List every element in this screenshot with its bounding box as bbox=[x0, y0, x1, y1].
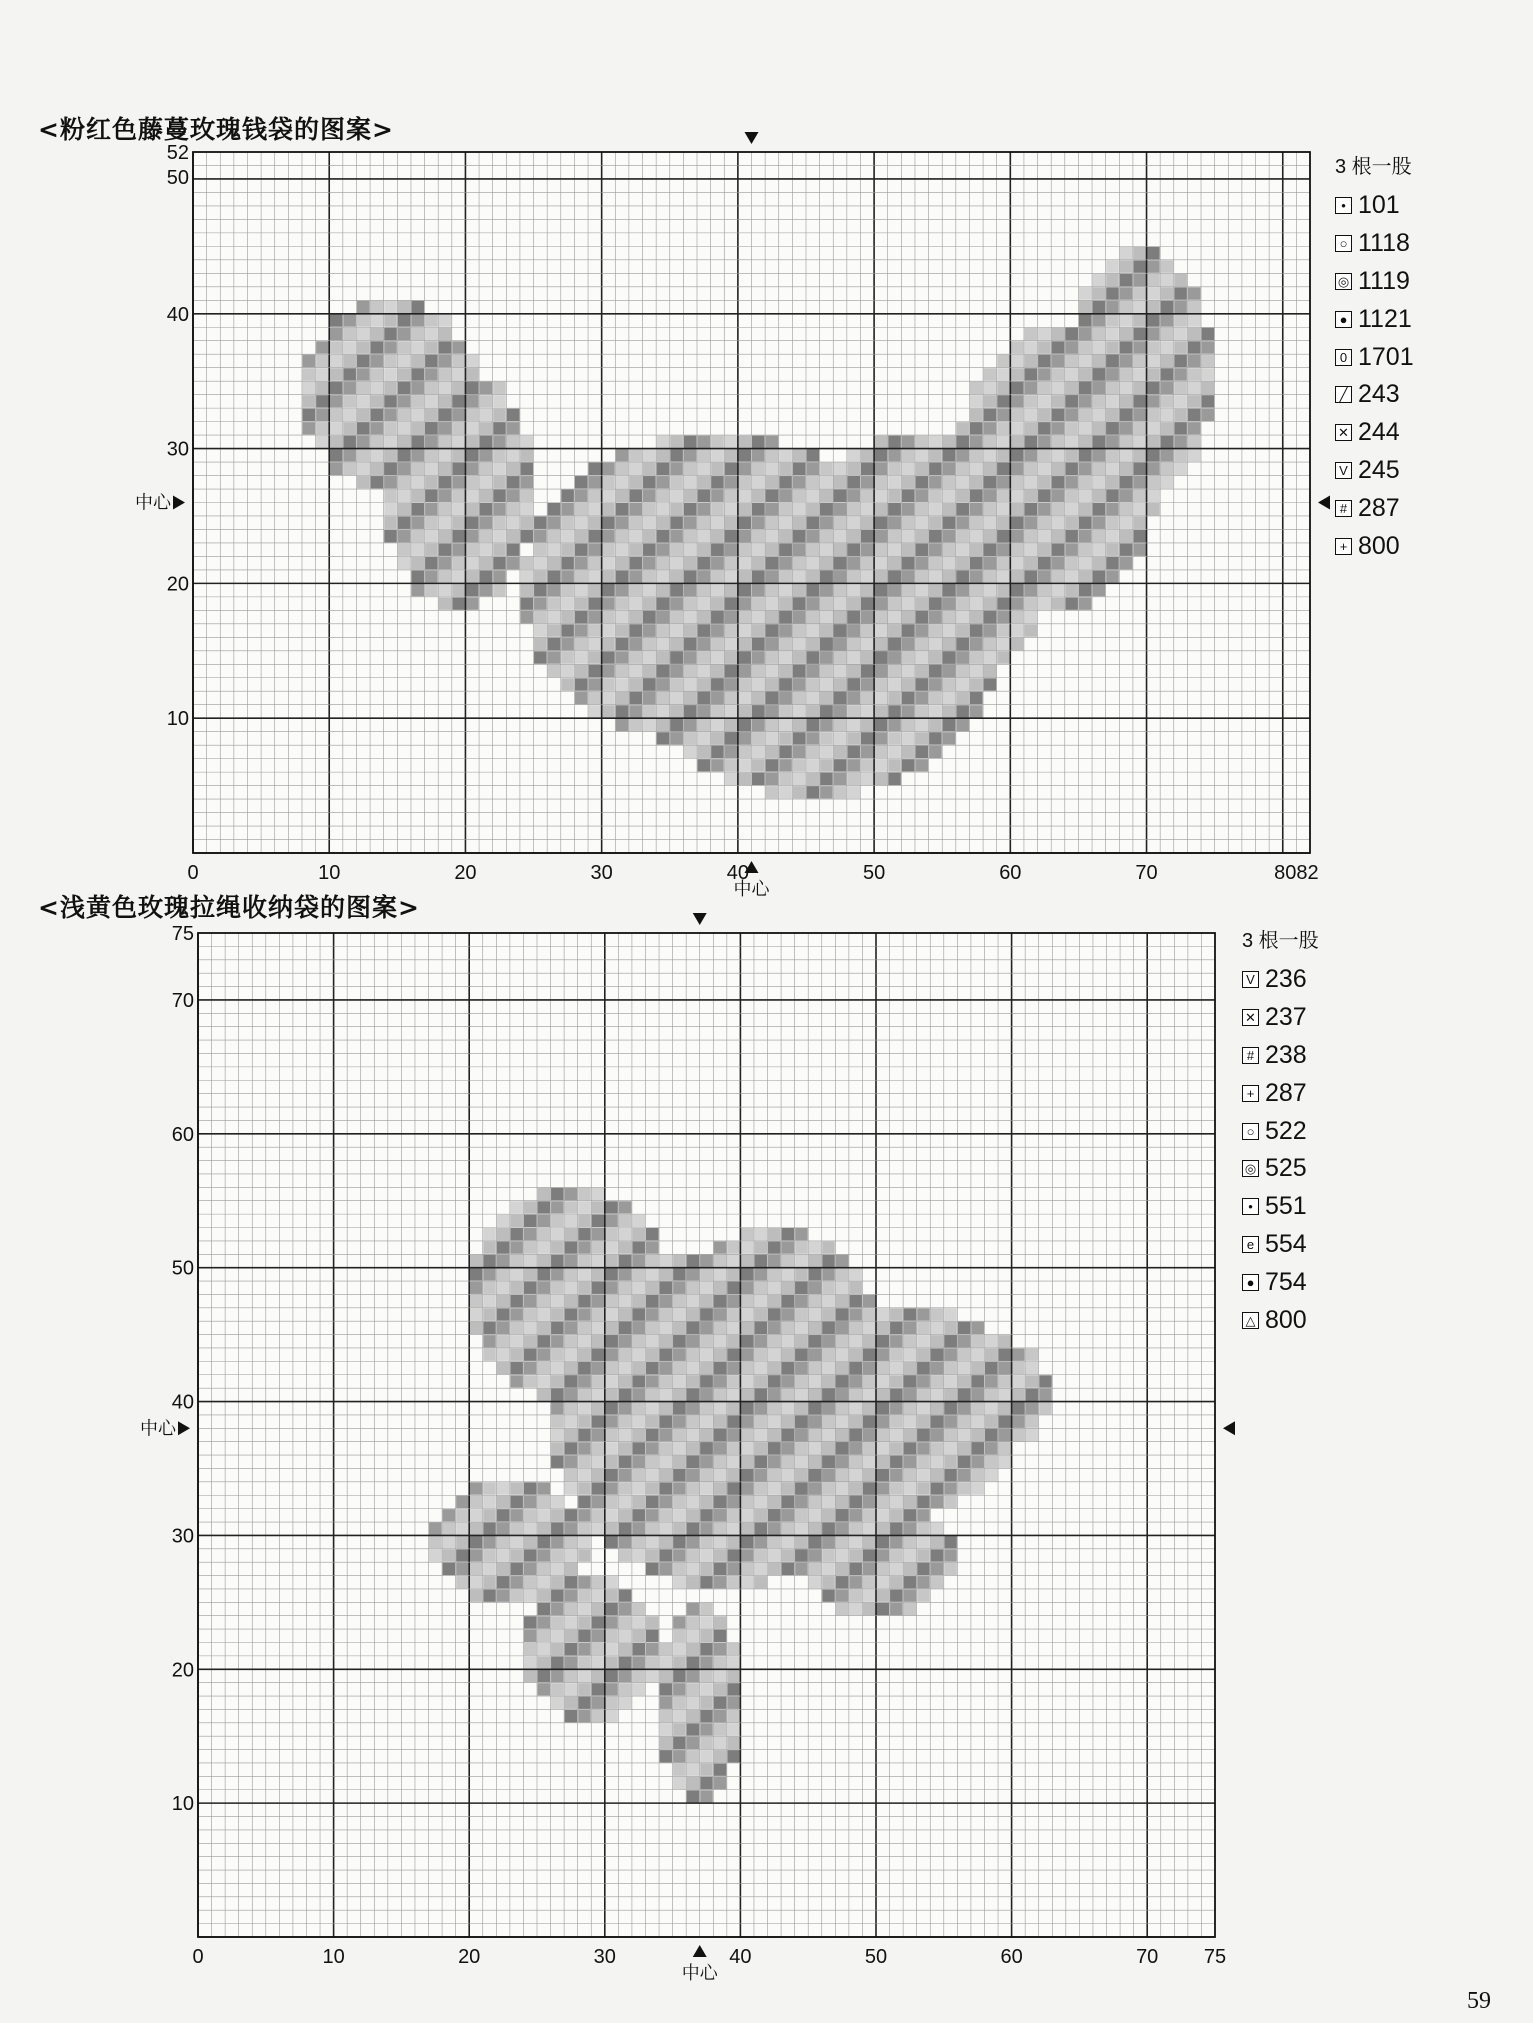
circle-target-icon: ◎ bbox=[1242, 1160, 1259, 1177]
chart1-title: <粉红色藤蔓玫瑰钱袋的图案> bbox=[38, 115, 394, 144]
x-tick-label: 20 bbox=[454, 862, 477, 884]
hash-icon: # bbox=[1335, 500, 1352, 517]
center-top-marker bbox=[693, 913, 707, 925]
plus-icon: + bbox=[1335, 538, 1352, 555]
legend-item bbox=[1335, 376, 1414, 414]
circle-icon: ○ bbox=[1335, 235, 1352, 252]
center-label-y: 中心 bbox=[140, 1418, 176, 1439]
y-tick-label: 70 bbox=[171, 989, 194, 1012]
legend-item bbox=[1335, 527, 1414, 565]
center-label-y: 中心 bbox=[135, 492, 171, 513]
x-tick-label: 0 bbox=[187, 862, 199, 884]
legend-item bbox=[1335, 225, 1414, 263]
legend-code: 754 bbox=[1265, 1267, 1307, 1296]
center-bottom-marker bbox=[693, 1945, 707, 1957]
y-tick-label: 20 bbox=[171, 1659, 194, 1682]
y-tick-label: 60 bbox=[171, 1123, 194, 1146]
y-tick-label: 10 bbox=[171, 1793, 194, 1816]
legend-code: 237 bbox=[1265, 1003, 1307, 1032]
legend-item bbox=[1335, 338, 1414, 376]
triangle-icon: △ bbox=[1242, 1312, 1259, 1329]
y-tick-label: 52 bbox=[166, 142, 189, 164]
legend-item bbox=[1335, 300, 1414, 338]
y-tick-label: 40 bbox=[171, 1391, 194, 1414]
x-tick-label: 30 bbox=[590, 862, 613, 884]
center-left-marker bbox=[173, 496, 185, 510]
legend-code: 554 bbox=[1265, 1229, 1307, 1258]
legend-item bbox=[1242, 961, 1319, 999]
chart2-grid bbox=[178, 913, 1235, 1957]
x-tick-label: 40 bbox=[726, 862, 750, 884]
y-tick-label: 75 bbox=[171, 923, 194, 945]
legend-code: 525 bbox=[1265, 1154, 1307, 1183]
x-tick-label: 20 bbox=[458, 1946, 481, 1968]
x-tick-label: 10 bbox=[318, 862, 341, 884]
center-left-marker bbox=[178, 1421, 190, 1435]
dot-small-icon: • bbox=[1335, 197, 1352, 214]
legend-item bbox=[1242, 1301, 1319, 1339]
center-label-x: 中心 bbox=[681, 1963, 718, 1983]
x-tick-label: 70 bbox=[1136, 1946, 1159, 1968]
legend-code: 287 bbox=[1265, 1078, 1307, 1107]
chart2-legend bbox=[1242, 924, 1319, 1339]
legend-code: 522 bbox=[1265, 1116, 1307, 1145]
y-tick-label: 40 bbox=[166, 303, 189, 326]
legend-code: 1121 bbox=[1358, 304, 1412, 333]
x-tick-label: 8082 bbox=[1274, 862, 1319, 884]
hash-icon: # bbox=[1242, 1047, 1259, 1064]
dot-large-icon: ● bbox=[1242, 1274, 1259, 1291]
cross-x-icon: ✕ bbox=[1242, 1009, 1259, 1026]
legend-code: 1119 bbox=[1358, 266, 1410, 295]
v-icon: V bbox=[1335, 462, 1352, 479]
x-tick-label: 75 bbox=[1203, 1946, 1227, 1968]
legend-header: 3 根一股 bbox=[1242, 930, 1319, 952]
y-tick-label: 20 bbox=[166, 573, 189, 596]
center-label-x: 中心 bbox=[733, 879, 770, 899]
legend-item bbox=[1242, 1150, 1319, 1188]
legend-item bbox=[1242, 1112, 1319, 1150]
x-tick-label: 50 bbox=[862, 862, 886, 884]
legend-code: 236 bbox=[1265, 965, 1307, 994]
legend-code: 800 bbox=[1265, 1305, 1307, 1334]
legend-code: 551 bbox=[1265, 1192, 1307, 1221]
legend-code: 244 bbox=[1358, 418, 1400, 447]
slash-icon: ╱ bbox=[1335, 386, 1352, 403]
dot-large-icon: ● bbox=[1335, 311, 1352, 328]
cross-x-icon: ✕ bbox=[1335, 424, 1352, 441]
legend-item bbox=[1242, 1226, 1319, 1264]
legend-item bbox=[1242, 1188, 1319, 1226]
x-tick-label: 30 bbox=[593, 1946, 616, 1968]
chart1-legend bbox=[1335, 150, 1414, 565]
legend-code: 800 bbox=[1358, 531, 1400, 560]
x-tick-label: 60 bbox=[999, 862, 1022, 884]
legend-item bbox=[1335, 263, 1414, 301]
center-right-marker bbox=[1318, 496, 1330, 510]
legend-item bbox=[1242, 999, 1319, 1037]
chart1-grid bbox=[173, 132, 1330, 873]
legend-code: 287 bbox=[1358, 493, 1400, 522]
y-tick-label: 30 bbox=[166, 438, 189, 461]
legend-header: 3 根一股 bbox=[1335, 156, 1412, 178]
legend-code: 1701 bbox=[1358, 342, 1414, 371]
legend-item bbox=[1335, 452, 1414, 490]
x-tick-label: 60 bbox=[1000, 1946, 1023, 1968]
legend-item bbox=[1335, 187, 1414, 225]
center-right-marker bbox=[1223, 1421, 1235, 1435]
legend-code: 101 bbox=[1358, 191, 1400, 220]
y-tick-label: 30 bbox=[171, 1525, 194, 1548]
x-tick-label: 10 bbox=[322, 1946, 345, 1968]
circle-target-icon: ◎ bbox=[1335, 273, 1352, 290]
v-icon: V bbox=[1242, 971, 1259, 988]
legend-item bbox=[1242, 1263, 1319, 1301]
page-number: 59 bbox=[1467, 1988, 1491, 2014]
legend-code: 243 bbox=[1358, 380, 1400, 409]
x-tick-label: 0 bbox=[192, 1946, 204, 1968]
oval-icon: 0 bbox=[1335, 349, 1352, 366]
plus-icon: + bbox=[1242, 1085, 1259, 1102]
center-top-marker bbox=[745, 132, 759, 144]
legend-item bbox=[1242, 1037, 1319, 1075]
legend-code: 238 bbox=[1265, 1040, 1307, 1069]
legend-item bbox=[1335, 414, 1414, 452]
dot-small-icon: • bbox=[1242, 1198, 1259, 1215]
x-tick-label: 50 bbox=[864, 1946, 888, 1968]
y-tick-label: 10 bbox=[166, 708, 189, 731]
legend-code: 1118 bbox=[1358, 229, 1410, 258]
e-icon: e bbox=[1242, 1236, 1259, 1253]
y-tick-label: 50 bbox=[166, 166, 189, 189]
legend-code: 245 bbox=[1358, 455, 1400, 484]
y-tick-label: 50 bbox=[171, 1257, 194, 1280]
circle-icon: ○ bbox=[1242, 1123, 1259, 1140]
x-tick-label: 40 bbox=[729, 1946, 752, 1968]
legend-item bbox=[1335, 489, 1414, 527]
x-tick-label: 70 bbox=[1135, 862, 1158, 884]
chart2-title: <浅黄色玫瑰拉绳收纳袋的图案> bbox=[38, 893, 420, 922]
legend-item bbox=[1242, 1074, 1319, 1112]
